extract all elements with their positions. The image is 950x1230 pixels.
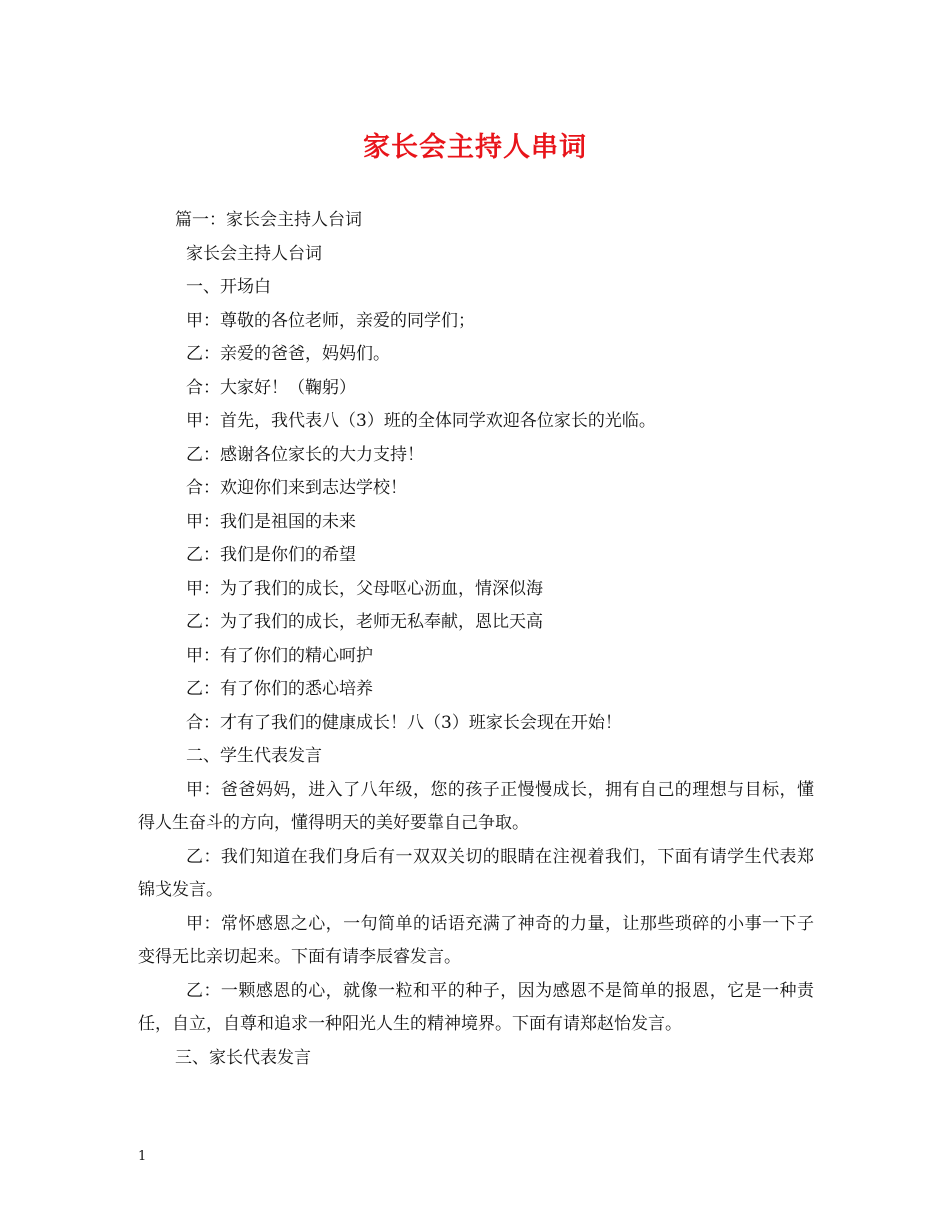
paragraph: 乙：为了我们的成长，老师无私奉献，恩比天高 [186,612,543,632]
paragraph: 乙：一颗感恩的心，就像一粒和平的种子，因为感恩不是简单的报恩，它是一种责任，自立，自尊和追求一种阳光人生的精神境界。下面有请郑赵怡发言。 [138,980,814,1034]
paragraph: 篇一：家长会主持人台词 [175,210,362,230]
section-heading: 一、开场白 [186,277,271,297]
paragraph: 乙：我们是你们的希望 [186,545,356,565]
section-heading: 三、家长代表发言 [175,1047,311,1068]
paragraph: 合：才有了我们的健康成长！八（3）班家长会现在开始！ [186,712,622,733]
paragraph: 合：欢迎你们来到志达学校！ [186,478,407,498]
document-body [138,204,814,1075]
paragraph: 甲：为了我们的成长，父母呕心沥血，情深似海 [186,578,543,599]
paragraph: 甲：尊敬的各位老师，亲爱的同学们； [186,310,475,331]
document-title: 家长会主持人串词 [363,132,587,163]
paragraph: 乙：感谢各位家长的大力支持！ [186,444,424,465]
paragraph: 合：大家好！（鞠躬） [186,377,356,398]
paragraph: 乙：亲爱的爸爸，妈妈们。 [186,344,390,364]
paragraph: 乙：有了你们的悉心培养 [186,679,373,699]
page-number: 1 [138,1149,147,1164]
paragraph: 甲：有了你们的精心呵护 [186,645,373,666]
paragraph: 甲：常怀感恩之心，一句简单的话语充满了神奇的力量，让那些琐碎的小事一下子变得无比亲切起来。下面有请李辰睿发言。 [138,913,814,967]
paragraph: 甲：首先，我代表八（3）班的全体同学欢迎各位家长的光临。 [186,411,656,431]
paragraph: 乙：我们知道在我们身后有一双双关切的眼睛在注视着我们，下面有请学生代表郑锦戈发言。 [138,846,814,900]
paragraph: 甲：我们是祖国的未来 [186,511,356,532]
paragraph: 家长会主持人台词 [186,243,322,264]
paragraph: 甲：爸爸妈妈，进入了八年级，您的孩子正慢慢成长，拥有自己的理想与目标，懂得人生奋斗的方向，懂得明天的美好要靠自己争取。 [138,779,814,833]
section-heading: 二、学生代表发言 [186,746,322,766]
